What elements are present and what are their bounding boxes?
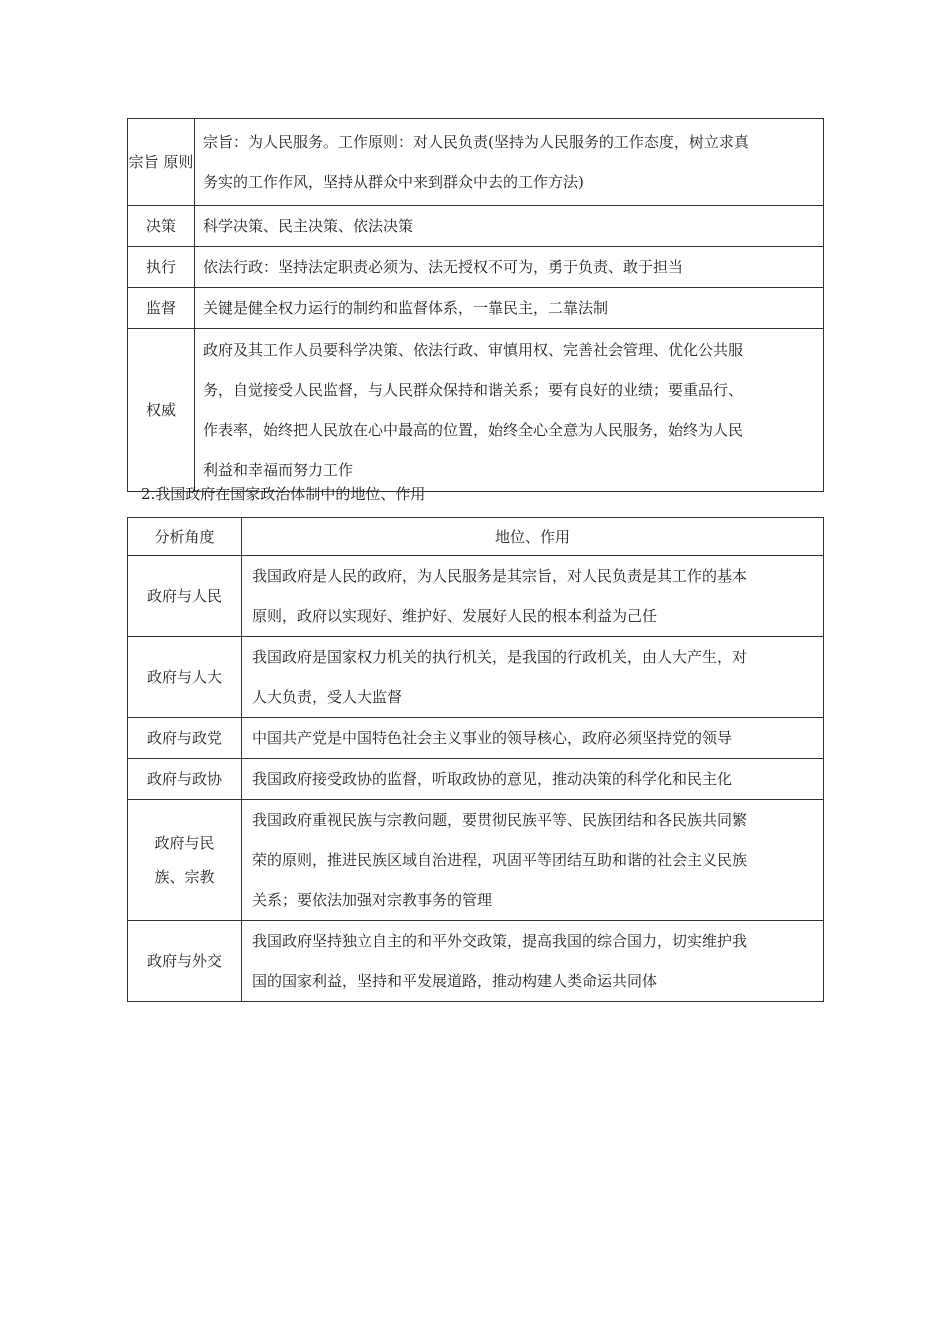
- row-content: 我国政府接受政协的监督，听取政协的意见，推动决策的科学化和民主化: [242, 759, 824, 800]
- table-row: [128, 288, 824, 329]
- row-label: 政府与民 族、宗教: [128, 800, 242, 921]
- table-row: [128, 800, 824, 921]
- row-content: 宗旨：为人民服务。工作原则：对人民负责(坚持为人民服务的工作态度，树立求真 务实的工作作风，坚持从群众中来到群众中去的工作方法): [195, 119, 824, 206]
- row-content: 科学决策、民主决策、依法决策: [195, 206, 824, 247]
- row-content: 我国政府是人民的政府，为人民服务是其宗旨，对人民负责是其工作的基本 原则，政府以实现好、维护好、发展好人民的根本利益为己任: [242, 556, 824, 637]
- table-row: [128, 206, 824, 247]
- row-label: 权威: [128, 329, 195, 492]
- row-content: 依法行政：坚持法定职责必须为、法无授权不可为，勇于负责、敢于担当: [195, 247, 824, 288]
- section-title: 2.我国政府在国家政治体制中的地位、作用: [141, 485, 426, 503]
- row-label: 政府与政协: [128, 759, 242, 800]
- row-label: 政府与政党: [128, 718, 242, 759]
- table-row: [128, 247, 824, 288]
- table-row: [128, 119, 824, 206]
- row-label: 政府与人大: [128, 637, 242, 718]
- row-label: 执行: [128, 247, 195, 288]
- row-label: 决策: [128, 206, 195, 247]
- row-label: 监督: [128, 288, 195, 329]
- row-content: 我国政府重视民族与宗教问题，要贯彻民族平等、民族团结和各民族共同繁 荣的原则，推进民族区域自治进程，巩固平等团结互助和谐的社会主义民族 关系；要依法加强对宗教事务的管理: [242, 800, 824, 921]
- column-header-angle: 分析角度: [128, 518, 242, 556]
- table-row: [128, 637, 824, 718]
- table-row: [128, 718, 824, 759]
- government-role-table: [127, 517, 824, 1002]
- row-label: 宗旨 原则: [128, 119, 195, 206]
- column-header-role: 地位、作用: [242, 518, 824, 556]
- row-content: 我国政府是国家权力机关的执行机关，是我国的行政机关，由人大产生，对 人大负责，受人大监督: [242, 637, 824, 718]
- table-row: [128, 329, 824, 492]
- table-row: [128, 759, 824, 800]
- table-header-row: [128, 518, 824, 556]
- table-row: [128, 921, 824, 1002]
- row-content: 政府及其工作人员要科学决策、依法行政、审慎用权、完善社会管理、优化公共服 务，自觉接受人民监督，与人民群众保持和谐关系；要有良好的业绩；要重品行、 作表率，始终把人民放在心中最高的位置，始终全心全意为人民服务，始终为人民 利益和幸福而努力工作: [195, 329, 824, 492]
- government-principles-table: [127, 118, 824, 492]
- row-label: 政府与人民: [128, 556, 242, 637]
- table-row: [128, 556, 824, 637]
- row-content: 中国共产党是中国特色社会主义事业的领导核心，政府必须坚持党的领导: [242, 718, 824, 759]
- row-content: 我国政府坚持独立自主的和平外交政策，提高我国的综合国力，切实维护我 国的国家利益，坚持和平发展道路，推动构建人类命运共同体: [242, 921, 824, 1002]
- row-label: 政府与外交: [128, 921, 242, 1002]
- row-content: 关键是健全权力运行的制约和监督体系，一靠民主，二靠法制: [195, 288, 824, 329]
